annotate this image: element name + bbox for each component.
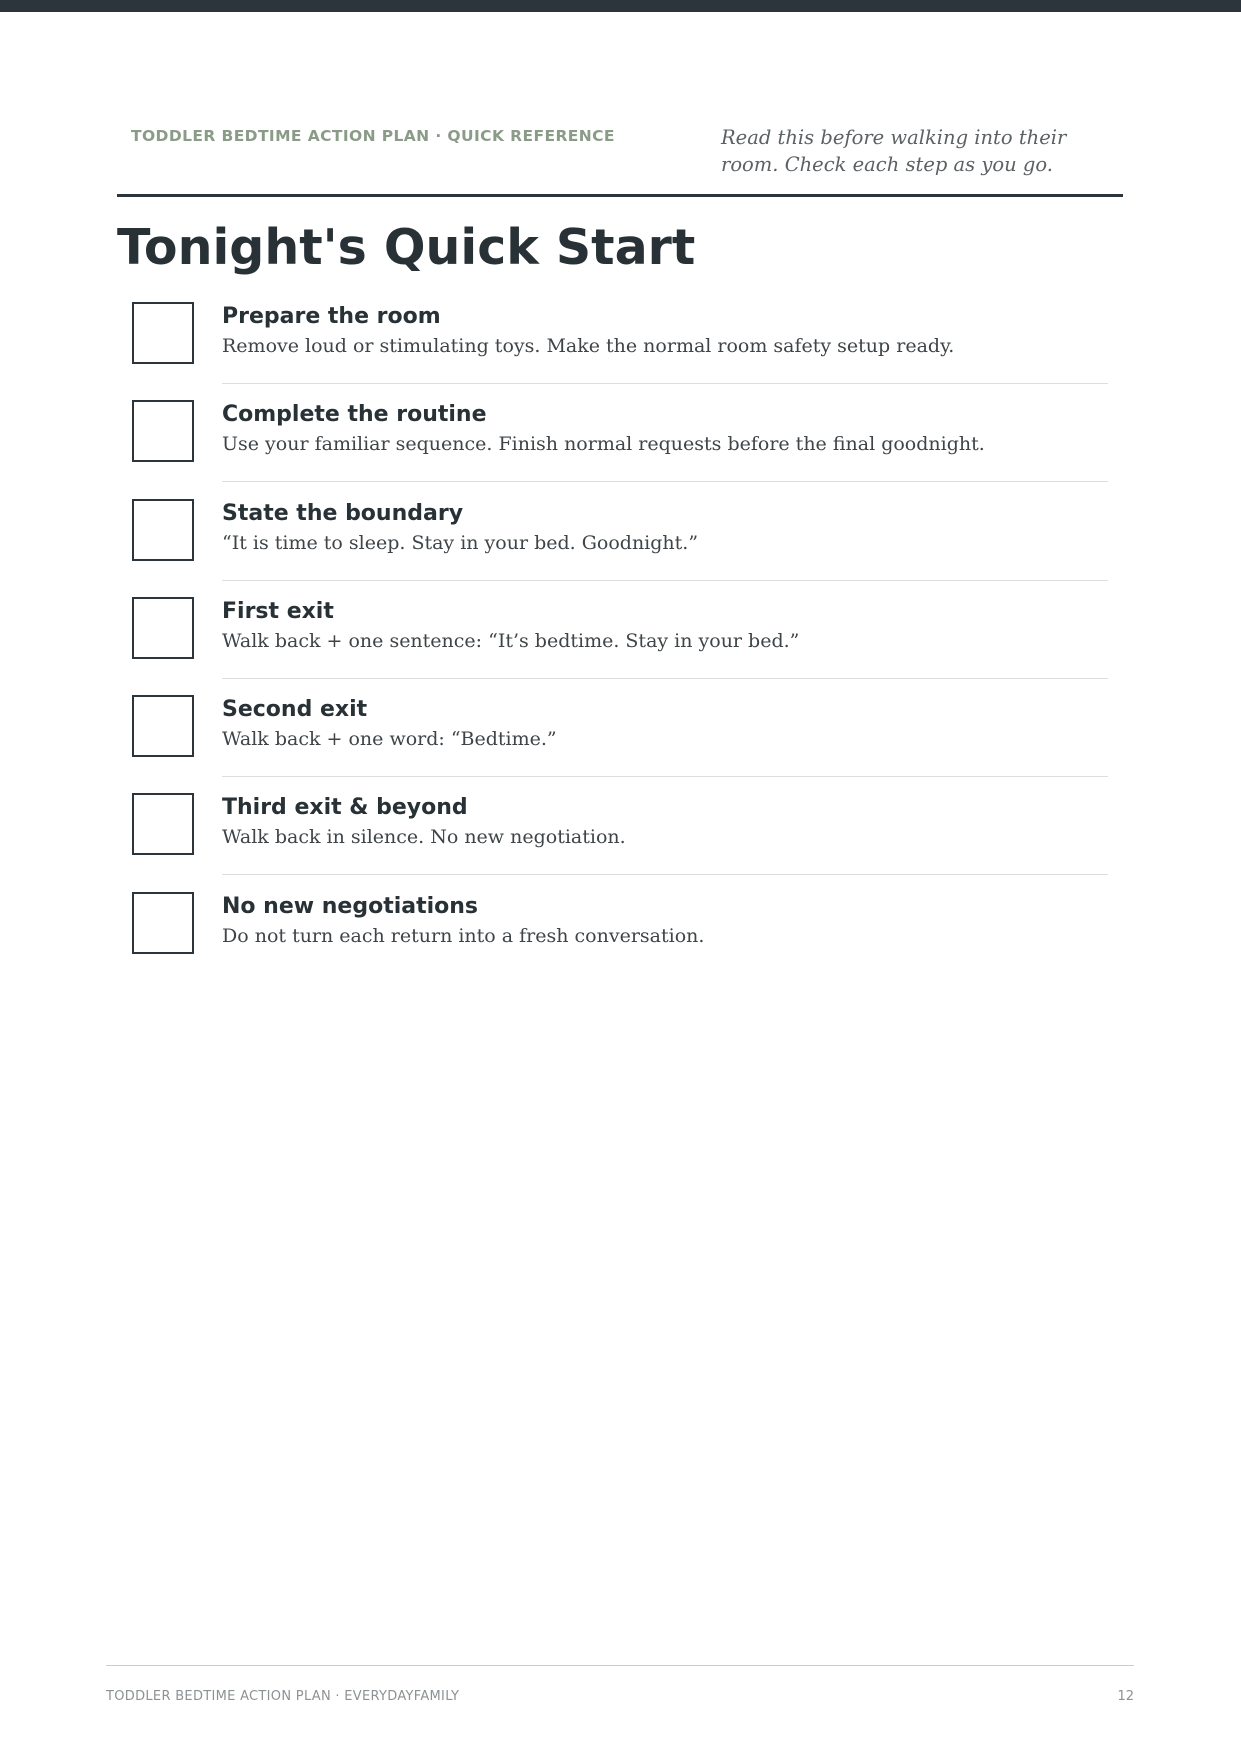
checkbox[interactable] bbox=[132, 499, 194, 561]
checklist-item-second-exit bbox=[130, 693, 1108, 791]
checklist-item-third-exit bbox=[130, 791, 1108, 889]
top-bar bbox=[0, 0, 1241, 12]
item-divider bbox=[222, 776, 1108, 777]
checklist-item-no-negotiations bbox=[130, 890, 1108, 988]
header-divider bbox=[117, 194, 1123, 197]
checkbox[interactable] bbox=[132, 400, 194, 462]
step-title: State the boundary bbox=[222, 500, 464, 526]
checklist-item-state-boundary bbox=[130, 497, 1108, 595]
step-description: Walk back in silence. No new negotiation. bbox=[222, 826, 626, 849]
step-description: Use your familiar sequence. Finish normal requests before the final goodnight. bbox=[222, 433, 985, 456]
checkbox[interactable] bbox=[132, 302, 194, 364]
checklist-item-complete-routine bbox=[130, 398, 1108, 496]
step-title: First exit bbox=[222, 598, 334, 624]
item-divider bbox=[222, 678, 1108, 679]
page-title: Tonight's Quick Start bbox=[117, 219, 696, 276]
step-description: Remove loud or stimulating toys. Make the normal room safety setup ready. bbox=[222, 335, 955, 357]
step-title: Third exit & beyond bbox=[222, 795, 468, 821]
checkbox[interactable] bbox=[132, 793, 194, 855]
step-description: Do not turn each return into a fresh conversation. bbox=[222, 924, 705, 947]
footer-doc-title: TODDLER BEDTIME ACTION PLAN · EVERYDAYFAMILY bbox=[106, 1689, 460, 1704]
step-title: No new negotiations bbox=[222, 893, 479, 919]
step-description: Walk back + one word: “Bedtime.” bbox=[222, 728, 557, 751]
step-description: Walk back + one sentence: “It’s bedtime. Stay in your bed.” bbox=[222, 629, 800, 652]
checklist-item-first-exit bbox=[130, 595, 1108, 693]
item-divider bbox=[222, 383, 1108, 384]
item-divider bbox=[222, 874, 1108, 875]
checklist bbox=[130, 300, 1108, 988]
step-title: Second exit bbox=[222, 697, 368, 723]
item-divider bbox=[222, 481, 1108, 482]
checklist-item-prepare-room bbox=[130, 300, 1108, 398]
item-divider bbox=[222, 580, 1108, 581]
step-description: “It is time to sleep. Stay in your bed. Goodnight.” bbox=[222, 531, 699, 554]
checkbox[interactable] bbox=[132, 695, 194, 757]
step-title: Complete the routine bbox=[222, 402, 487, 428]
footer-divider bbox=[106, 1665, 1134, 1666]
intro-note: Read this before walking into their room. Check each step as you go. bbox=[721, 126, 1067, 176]
checkbox[interactable] bbox=[132, 597, 194, 659]
section-eyebrow: TODDLER BEDTIME ACTION PLAN · QUICK REFERENCE bbox=[131, 127, 615, 145]
page-number: 12 bbox=[1117, 1689, 1134, 1704]
step-title: Prepare the room bbox=[222, 304, 441, 329]
checkbox[interactable] bbox=[132, 892, 194, 954]
